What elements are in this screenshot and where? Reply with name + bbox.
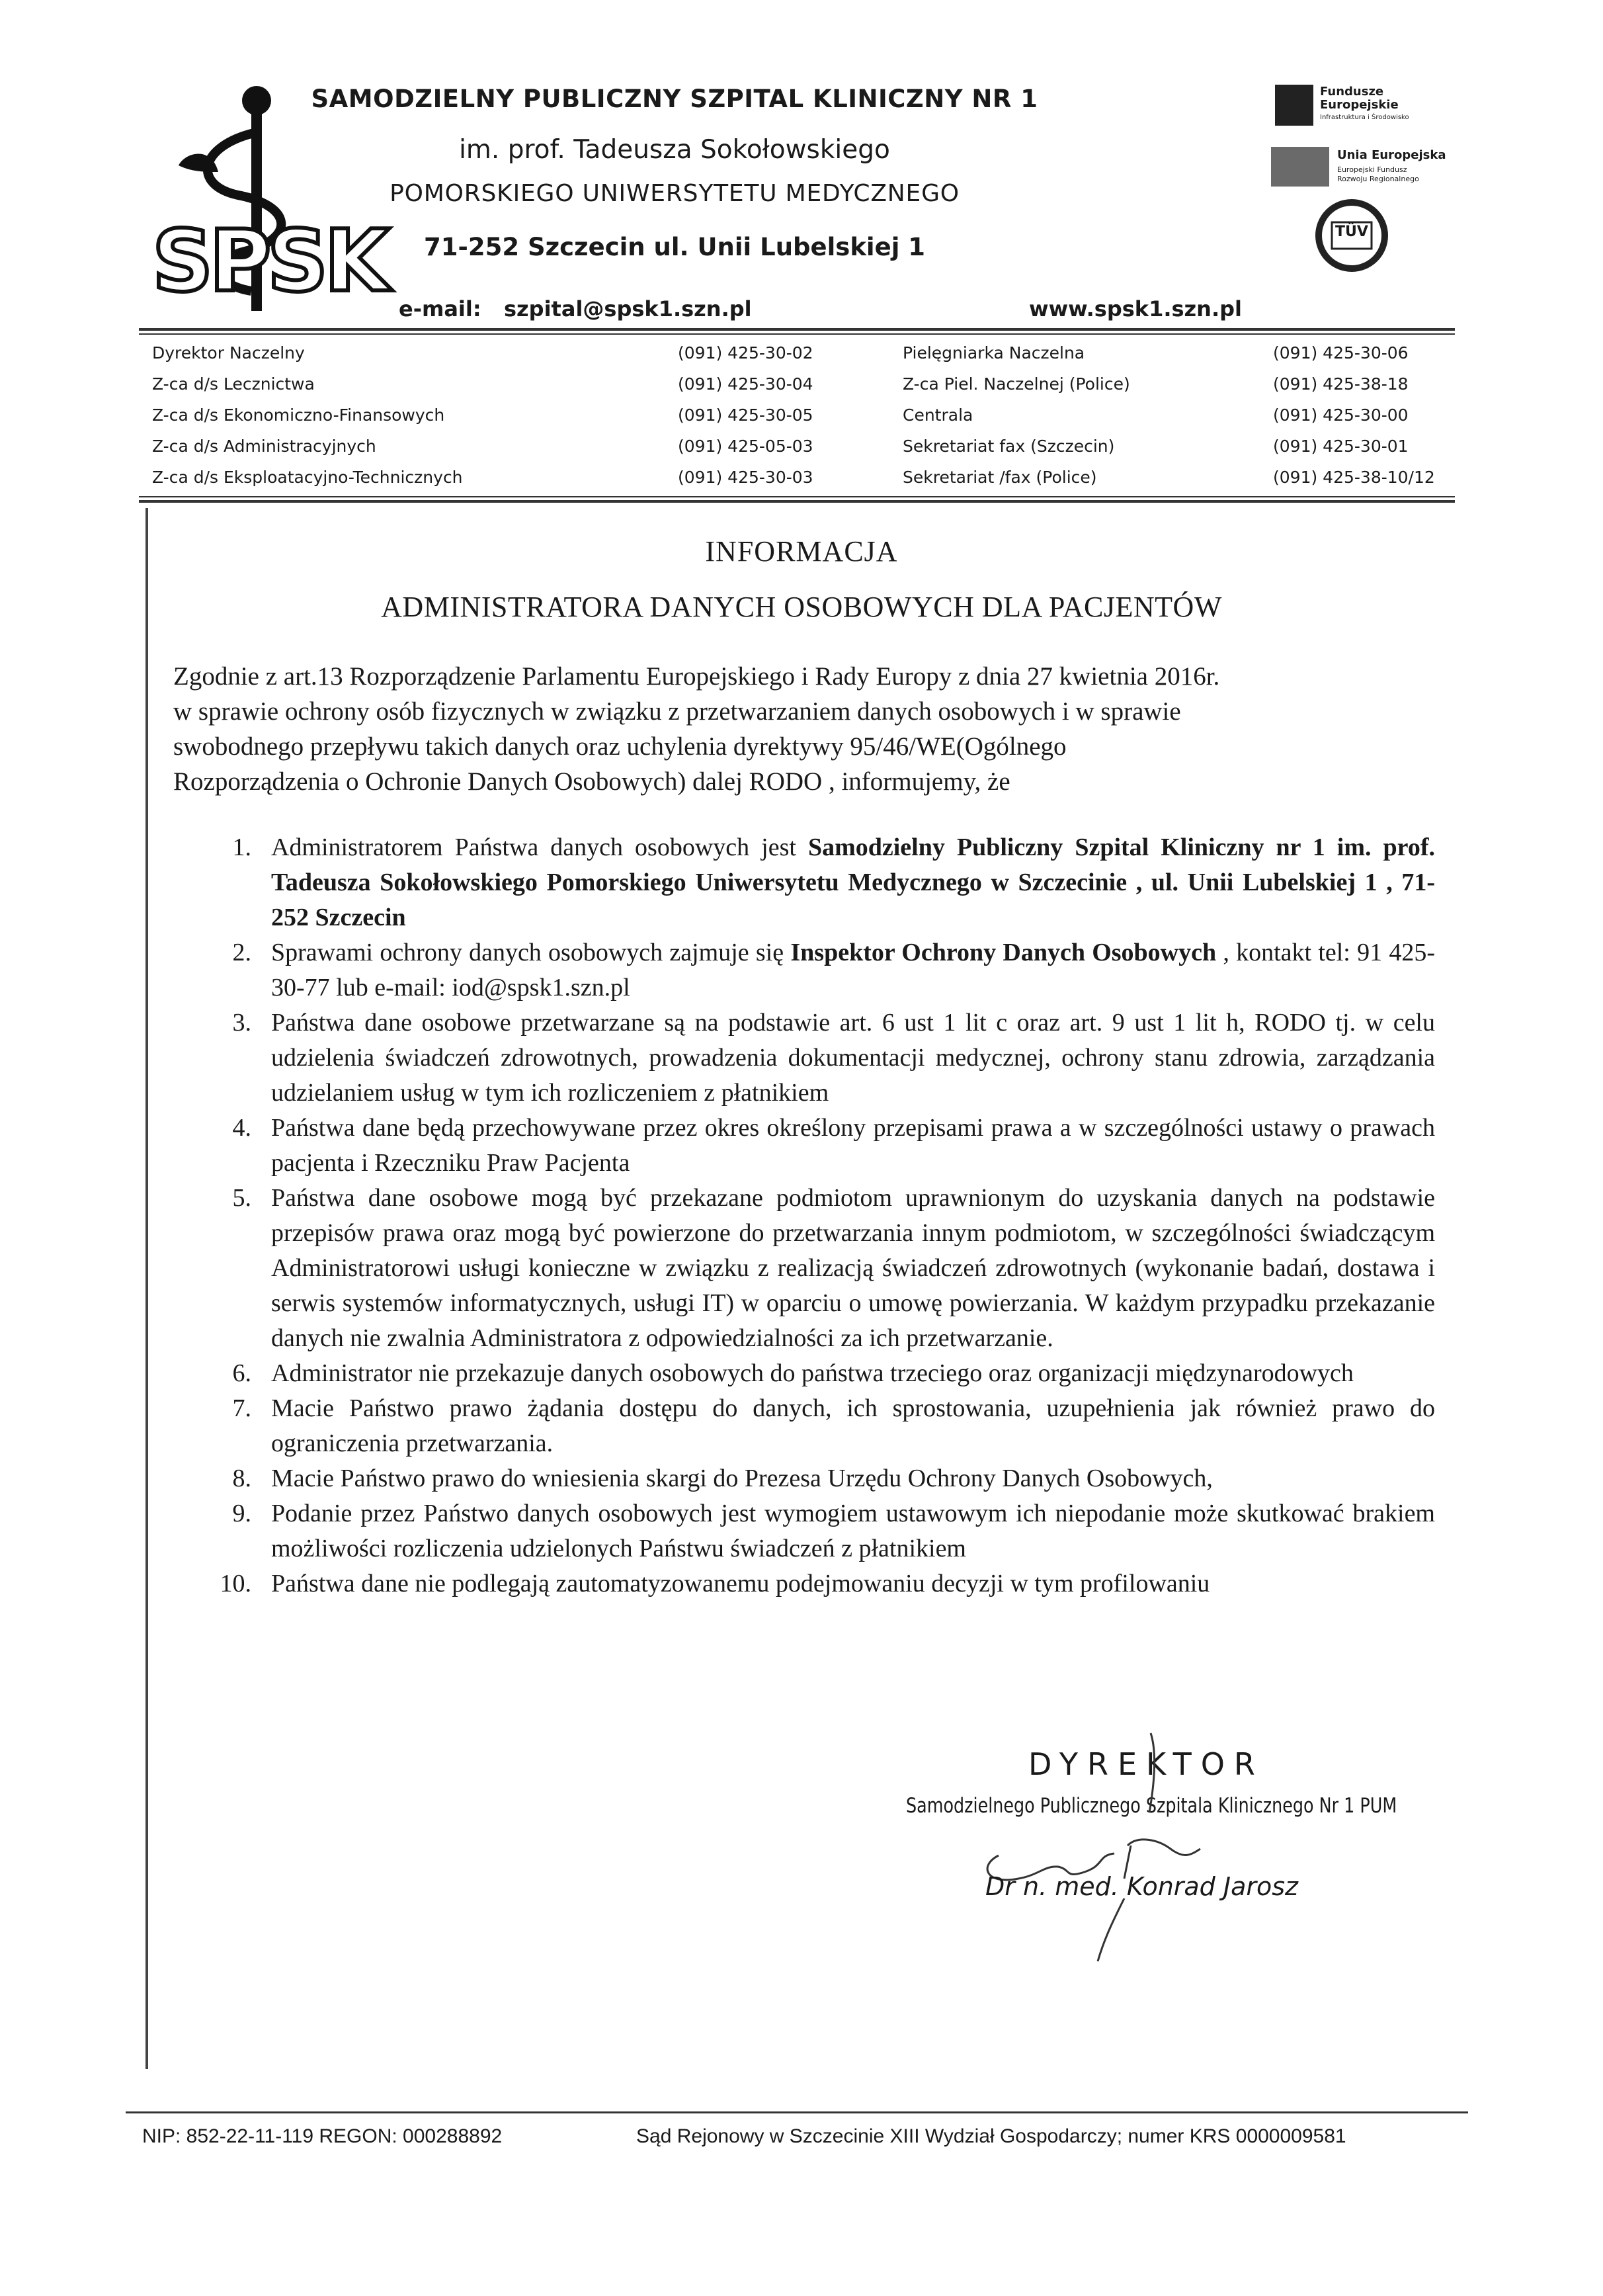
- item-number: 8.: [232, 1465, 251, 1492]
- university-name: POMORSKIEGO UNIWERSYTETU MEDYCZNEGO: [390, 180, 960, 207]
- list-item: [198, 1356, 1435, 1391]
- contact-phone: (091) 425-05-03: [678, 437, 813, 456]
- handwritten-signature: [972, 1713, 1290, 1991]
- list-item: [198, 1566, 1435, 1601]
- contact-role: Sekretariat /fax (Police): [903, 468, 1097, 487]
- contact-row: [152, 368, 1448, 400]
- contact-role: Z-ca Piel. Naczelnej (Police): [903, 374, 1130, 394]
- item-text: Państwa dane osobowe mogą być przekazane podmiotom uprawnionym do uzyskania danych na podstawie przepisów prawa oraz mogą być powierzone do przetwarzania innym podmiotom, w szczególności świadczącym Administratorowi usługi konieczne w związku z realizacją świadczeń zdrowotnych (wykonanie badań, dostawa i serwis systemów informatycznych, usługi IT) w oparciu o umowę powierzania. W każdym przypadku przekazanie danych nie zwalnia Administratora z odpowiedzialności za ich przetwarzanie.: [271, 1184, 1435, 1352]
- intro-line: Zgodnie z art.13 Rozporządzenie Parlamentu Europejskiego i Rady Europy z dnia 27 kwietnia 2016r.: [173, 662, 1220, 691]
- item-text: Państwa dane nie podlegają zautomatyzowanemu podejmowaniu decyzji w tym profilowaniu: [271, 1570, 1210, 1597]
- email-link[interactable]: szpital@spsk1.szn.pl: [504, 296, 752, 321]
- header-divider: [139, 328, 1455, 331]
- hospital-name: SAMODZIELNY PUBLICZNY SZPITAL KLINICZNY NR 1: [311, 85, 1038, 113]
- contact-phone: (091) 425-30-02: [678, 343, 813, 362]
- contact-phone: (091) 425-30-06: [1273, 343, 1409, 362]
- footer-tax-ids: NIP: 852-22-11-119 REGON: 000288892: [142, 2125, 503, 2147]
- item-text: Macie Państwo prawo do wniesienia skargi do Prezesa Urzędu Ochrony Danych Osobowych,: [271, 1465, 1213, 1492]
- information-list: [198, 830, 1435, 1601]
- contact-row: [152, 462, 1448, 493]
- contact-role: Dyrektor Naczelny: [152, 343, 305, 362]
- list-item: [198, 1181, 1435, 1356]
- hospital-patron: im. prof. Tadeusza Sokołowskiego: [459, 135, 890, 165]
- document-subtitle: ADMINISTRATORA DANYCH OSOBOWYCH DLA PACJENTÓW: [381, 591, 1222, 623]
- item-number: 3.: [232, 1009, 251, 1037]
- footer-divider: [126, 2111, 1468, 2113]
- contact-role: Centrala: [903, 405, 973, 425]
- contact-phone: (091) 425-38-10/12: [1273, 468, 1435, 487]
- eu-funds-icon: [1275, 85, 1313, 126]
- table-divider: [139, 496, 1455, 497]
- list-item: [198, 1496, 1435, 1566]
- item-text: Macie Państwo prawo żądania dostępu do danych, ich sprostowania, uzupełnienia jak również prawo do ograniczenia przetwarzania.: [271, 1394, 1435, 1457]
- item-text: Sprawami ochrony danych osobowych zajmuje się: [271, 939, 791, 966]
- contact-phone: (091) 425-30-04: [678, 374, 813, 394]
- table-divider-thick: [139, 500, 1455, 503]
- item-number: 10.: [220, 1570, 251, 1597]
- item-text: Podanie przez Państwo danych osobowych jest wymogiem ustawowym ich niepodanie może skutkować brakiem możliwości rozliczenia udzielonych Państwu świadczeń z płatnikiem: [271, 1500, 1435, 1562]
- item-text: Administratorem Państwa danych osobowych jest: [271, 833, 808, 861]
- email-label: e-mail:: [399, 296, 481, 321]
- item-number: 7.: [232, 1394, 251, 1422]
- item-bold-text: Samodzielny Publiczny Szpital Kliniczny nr 1 im. prof. Tadeusza Sokołowskiego Pomorskiego Uniwersytetu Medycznego w Szczecinie , ul. Unii Lubelskiej 1 , 71-252 Szczecin: [271, 833, 1436, 931]
- item-bold-text: Inspektor Ochrony Danych Osobowych: [790, 939, 1217, 966]
- item-number: 9.: [232, 1500, 251, 1527]
- logo-text: SPSK: [152, 212, 386, 311]
- list-item: [198, 1391, 1435, 1461]
- document-title: INFORMACJA: [705, 535, 898, 568]
- contact-role: Z-ca d/s Ekonomiczno-Finansowych: [152, 405, 445, 425]
- intro-line: Rozporządzenia o Ochronie Danych Osobowych) dalej RODO , informujemy, że: [173, 767, 1010, 796]
- signature-title: DYREKTOR: [1028, 1746, 1264, 1782]
- contact-row: [152, 337, 1448, 368]
- contact-role: Z-ca d/s Administracyjnych: [152, 437, 376, 456]
- margin-bar: [145, 508, 148, 2069]
- signatory-name: Dr n. med. Konrad Jarosz: [985, 1872, 1298, 1901]
- header-divider-thin: [139, 333, 1455, 335]
- contact-table: [152, 337, 1448, 493]
- list-item: [198, 1461, 1435, 1496]
- list-item: [198, 830, 1435, 935]
- contact-role: Z-ca d/s Lecznictwa: [152, 374, 315, 394]
- contact-row: [152, 431, 1448, 462]
- website-link[interactable]: www.spsk1.szn.pl: [1029, 296, 1242, 321]
- contact-row: [152, 400, 1448, 431]
- list-item: [198, 1111, 1435, 1181]
- signature-institution: Samodzielnego Publicznego Szpitala Klinicznego Nr 1 PUM: [906, 1794, 1397, 1818]
- list-item: [198, 935, 1435, 1005]
- footer-court-registry: Sąd Rejonowy w Szczecinie XIII Wydział Gospodarczy; numer KRS 0000009581: [636, 2125, 1346, 2147]
- intro-paragraph: [173, 659, 1443, 799]
- contact-role: Z-ca d/s Eksploatacyjno-Technicznych: [152, 468, 463, 487]
- eu-flag-icon: [1271, 147, 1329, 187]
- item-text-end: , kontakt tel: 91 425-30-77 lub e-mail: iod@spsk1.szn.pl: [271, 939, 1435, 1001]
- intro-line: w sprawie ochrony osób fizycznych w związku z przetwarzaniem danych osobowych i w sprawie: [173, 697, 1181, 726]
- item-number: 4.: [232, 1114, 251, 1142]
- item-text: Państwa dane osobowe przetwarzane są na podstawie art. 6 ust 1 lit c oraz art. 9 ust 1 lit h, RODO tj. w celu udzielenia świadczeń zdrowotnych, prowadzenia dokumentacji medycznej, ochrony stanu zdrowia, zarządzania udzielaniem usług w tym ich rozliczeniem z płatnikiem: [271, 1009, 1435, 1107]
- contact-phone: (091) 425-30-01: [1273, 437, 1409, 456]
- item-text: Administrator nie przekazuje danych osobowych do państwa trzeciego oraz organizacji międzynarodowych: [271, 1359, 1354, 1387]
- item-number: 2.: [232, 939, 251, 966]
- contact-phone: (091) 425-30-00: [1273, 405, 1409, 425]
- list-item: [198, 1005, 1435, 1111]
- contact-role: Pielęgniarka Naczelna: [903, 343, 1085, 362]
- eu-funds-badge: Fundusze Europejskie Infrastruktura i Środowisko: [1275, 85, 1454, 127]
- contact-phone: (091) 425-38-18: [1273, 374, 1409, 394]
- item-number: 1.: [232, 833, 251, 861]
- item-number: 6.: [232, 1359, 251, 1387]
- tuv-badge: TÜV: [1315, 198, 1389, 273]
- item-number: 5.: [232, 1184, 251, 1212]
- contact-role: Sekretariat fax (Szczecin): [903, 437, 1115, 456]
- contact-phone: (091) 425-30-05: [678, 405, 813, 425]
- contact-phone: (091) 425-30-03: [678, 468, 813, 487]
- item-text: Państwa dane będą przechowywane przez okres określony przepisami prawa a w szczególności ustawy o prawach pacjenta i Rzeczniku Praw Pacjenta: [271, 1114, 1435, 1177]
- eu-union-badge: Unia Europejska Europejski Fundusz Rozwoju Regionalnego: [1271, 147, 1454, 188]
- intro-line: swobodnego przepływu takich danych oraz uchylenia dyrektywy 95/46/WE(Ogólnego: [173, 732, 1067, 761]
- hospital-address: 71-252 Szczecin ul. Unii Lubelskiej 1: [423, 233, 926, 261]
